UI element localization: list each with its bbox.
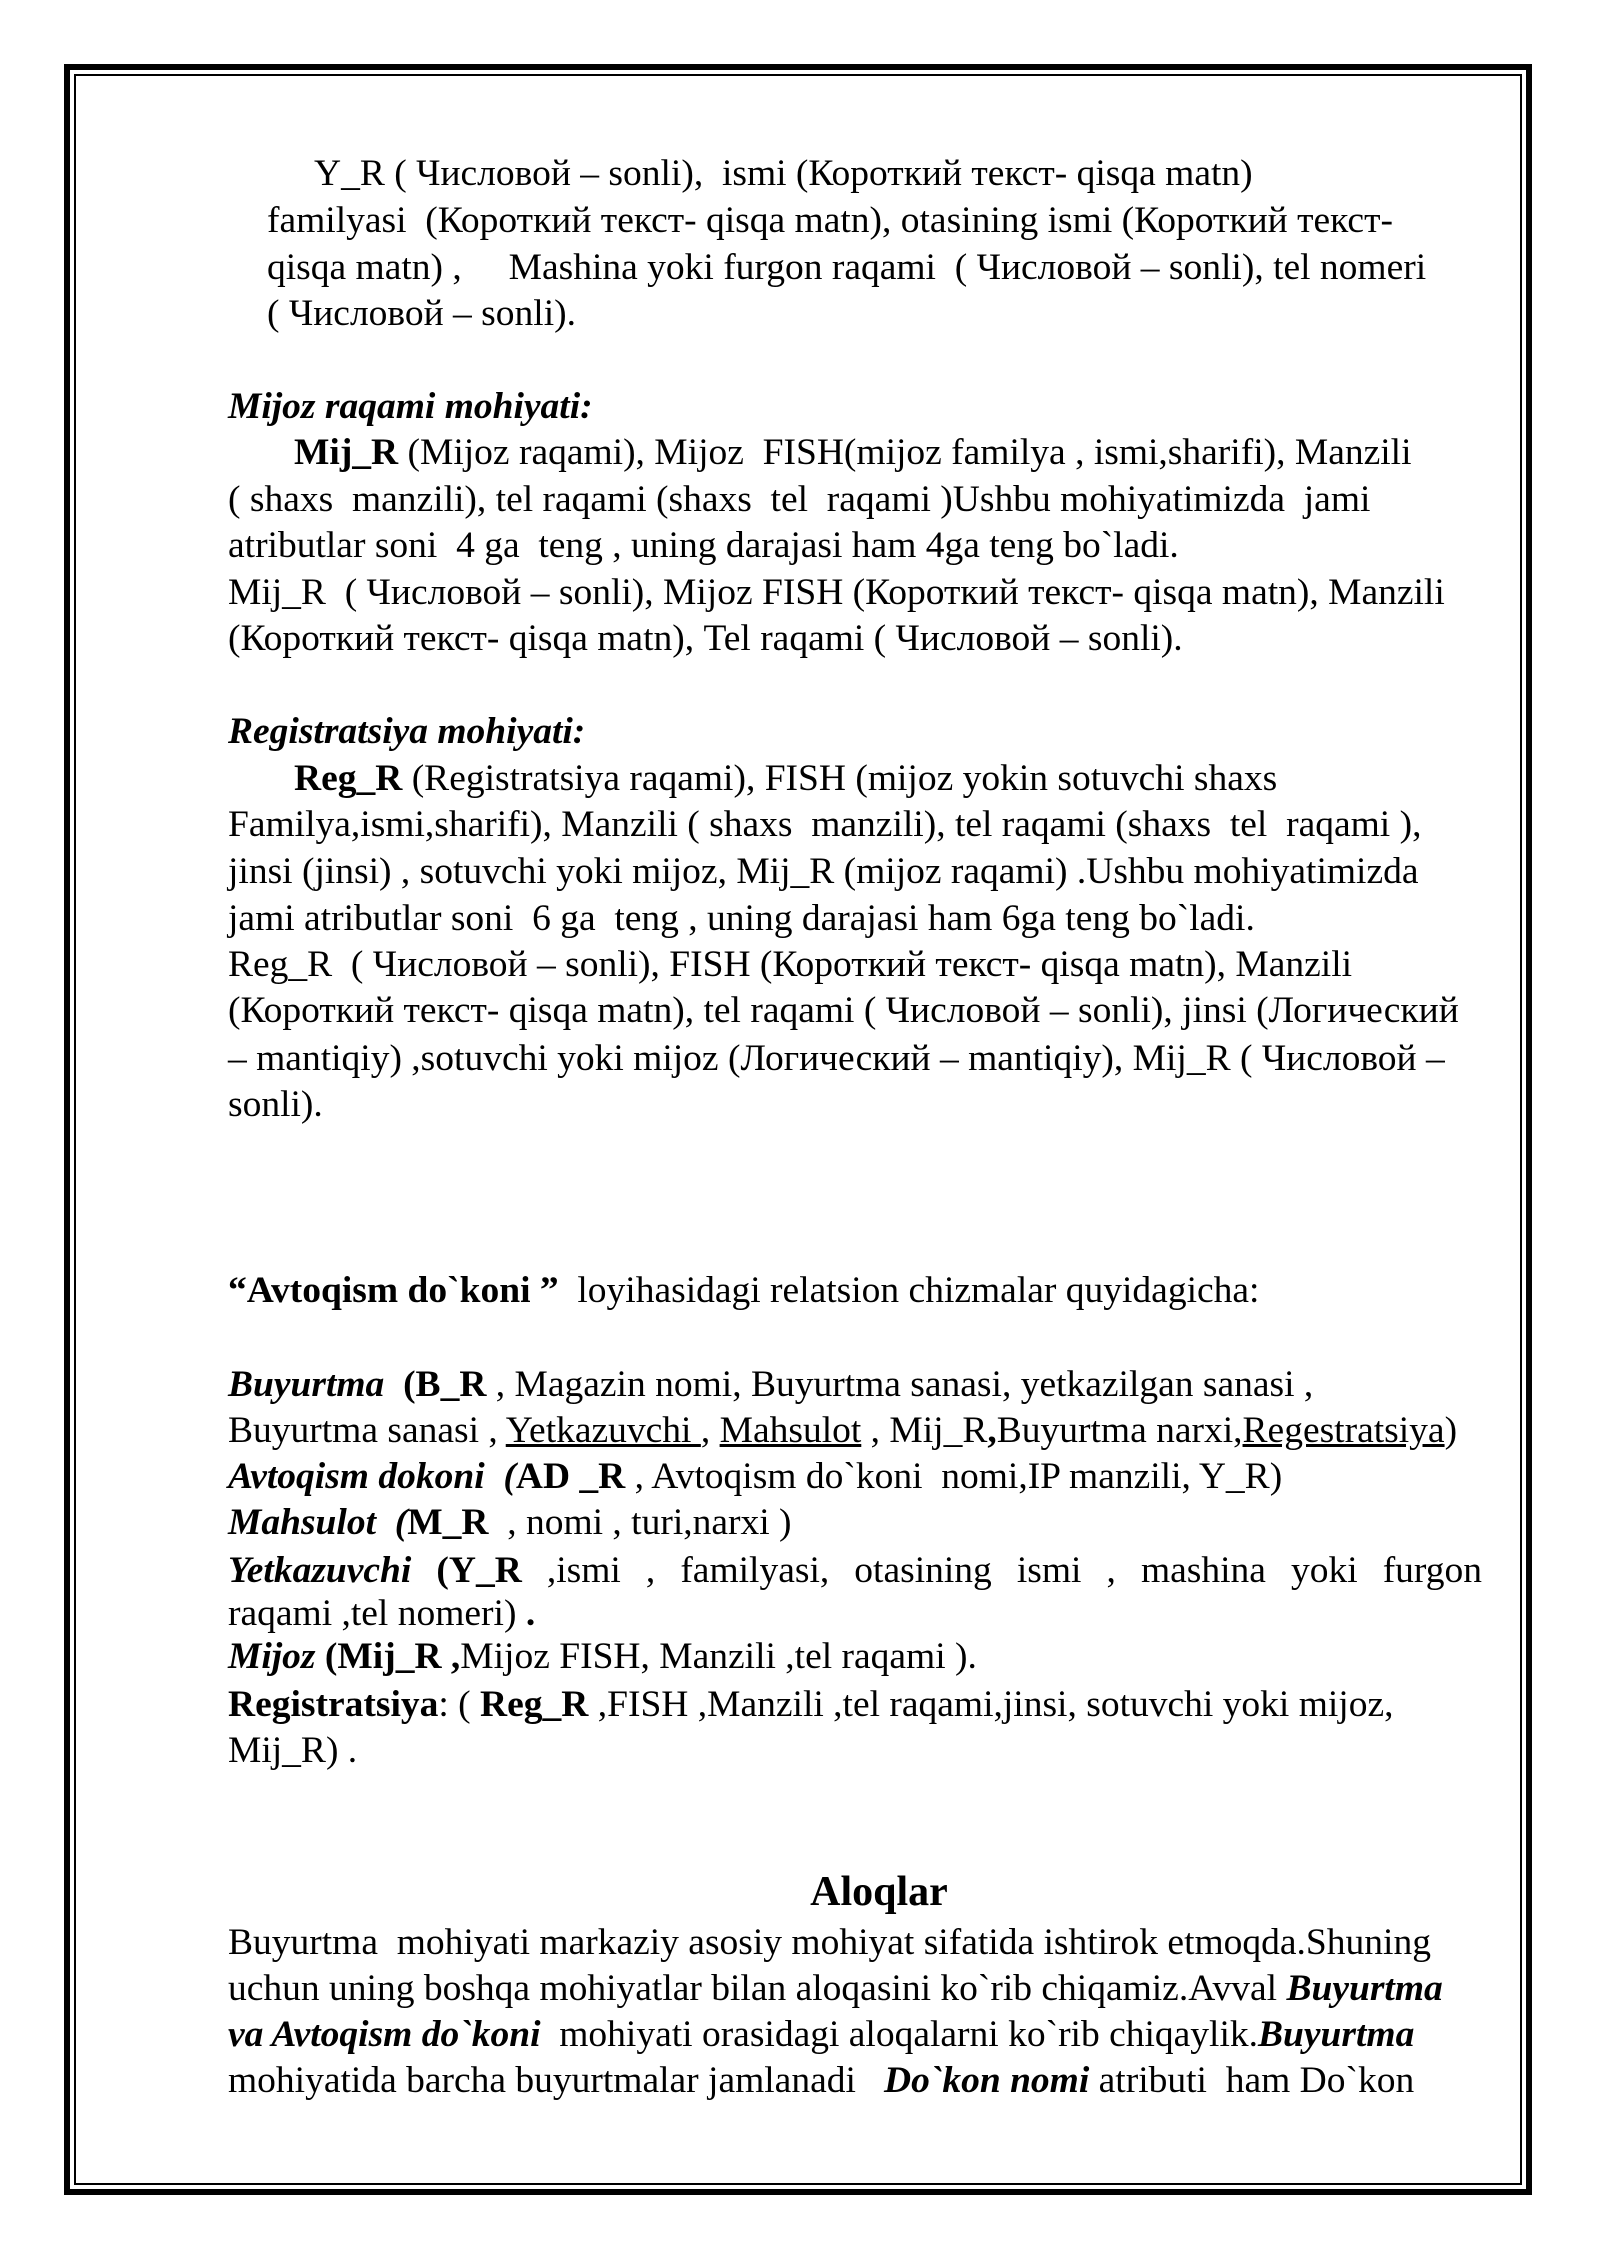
text-segment: Mijoz FISH, Manzili ,tel raqami ). [460, 1636, 977, 1677]
text-segment: , Magazin nomi, Buyurtma sanasi, yetkazilgan sanasi , [486, 1364, 1314, 1405]
registration-schema-line-1 [228, 1682, 1394, 1728]
text-segment: uchun uning boshqa mohiyatlar bilan aloqasini ko`rib chiqamiz.Avval [228, 1968, 1287, 2009]
client-schema [228, 1634, 977, 1680]
supplier-types-line-4: ( Числовой – sonli). [267, 293, 576, 334]
text-segment: ,ismi , familyasi, otasining ismi , mashina yoki furgon [521, 1550, 1482, 1591]
text-segment: , Avtoqism do`koni nomi,IP manzili, Y_R) [625, 1456, 1283, 1497]
entity-name: Avtoqism dokoni ( [228, 1456, 516, 1497]
text-segment: raqami ,tel nomeri) [228, 1593, 517, 1634]
supplier-types-line-3: qisqa matn) , Mashina yoki furgon raqami ( Числовой – sonli), tel nomeri [267, 247, 1427, 288]
emphasis: va Avtoqism do`koni [228, 2014, 541, 2055]
client-entity-line-1 [294, 430, 1411, 476]
supplier-schema-line-1 [228, 1548, 1482, 1594]
registration-entity-line-4: jami atributlar soni 6 ga teng , uning darajasi ham 6ga teng bo`ladi. [228, 898, 1255, 939]
relationships-line-3 [228, 2012, 1414, 2058]
supplier-types-line-2: familyasi (Короткий текст- qisqa matn), otasining ismi (Короткий текст- [267, 200, 1393, 241]
registration-entity-heading: Registratsiya mohiyati: [228, 711, 586, 752]
emphasis: Do`kon nomi [884, 2060, 1090, 2101]
relationships-line-1: Buyurtma mohiyati markaziy asosiy mohiyat sifatida ishtirok etmoqda.Shuning [228, 1922, 1431, 1963]
key-attribute: Reg_R [480, 1684, 589, 1725]
key-attribute: (B_R [384, 1364, 487, 1405]
registration-entity-line-6: (Короткий текст- qisqa matn), tel raqami ( Числовой – sonli), jinsi (Логический [228, 990, 1459, 1031]
text-segment: . [516, 1593, 536, 1634]
entity-name: Mahsulot ( [228, 1502, 408, 1543]
text-segment: , [987, 1410, 997, 1451]
registration-entity-line-7: – mantiqiy) ,sotuvchi yoki mijoz (Логический – mantiqiy), Mij_R ( Числовой – [228, 1038, 1445, 1079]
text-segment: loyihasidagi relatsion chizmalar quyidagicha: [558, 1270, 1260, 1311]
key-attribute: Reg_R [294, 758, 403, 799]
registration-entity-line-5: Reg_R ( Числовой – sonli), FISH (Короткий текст- qisqa matn), Manzili [228, 944, 1353, 985]
emphasis: Buyurtma [1258, 2014, 1415, 2055]
client-entity-line-4: Mij_R ( Числовой – sonli), Mijoz FISH (Короткий текст- qisqa matn), Manzili [228, 572, 1445, 613]
registration-entity-line-8: sonli). [228, 1084, 323, 1125]
order-schema-line-2 [228, 1408, 1457, 1454]
registration-schema-line-2: Mij_R) . [228, 1730, 358, 1771]
entity-name: Yetkazuvchi [228, 1550, 412, 1591]
client-entity-line-2: ( shaxs manzili), tel raqami (shaxs tel raqami )Ushbu mohiyatimizda jami [228, 479, 1371, 520]
entity-name: Registratsiya [228, 1684, 439, 1725]
client-entity-line-5: (Короткий текст- qisqa matn), Tel raqami ( Числовой – sonli). [228, 618, 1183, 659]
supplier-types-line-1: Y_R ( Числовой – sonli), ismi (Короткий текст- qisqa matn) [314, 153, 1253, 194]
text-segment: , [700, 1410, 720, 1451]
foreign-key-registration: Regestratsiya [1242, 1410, 1445, 1451]
foreign-key-product: Mahsulot [719, 1410, 862, 1451]
key-attribute: Mij_R [294, 432, 399, 473]
text-segment: (Registratsiya raqami), FISH (mijoz yokin sotuvchi shaxs [402, 758, 1278, 799]
text-segment: mohiyatida barcha buyurtmalar jamlanadi [228, 2060, 885, 2101]
registration-entity-line-3: jinsi (jinsi) , sotuvchi yoki mijoz, Mij_R (mijoz raqami) .Ushbu mohiyatimizda [228, 851, 1419, 892]
client-entity-line-3: atributlar soni 4 ga teng , uning darajasi ham 4ga teng bo`ladi. [228, 525, 1179, 566]
entity-name: Buyurtma [228, 1364, 385, 1405]
text-segment: ) [1444, 1410, 1458, 1451]
key-attribute: (Y_R [411, 1550, 522, 1591]
client-entity-heading: Mijoz raqami mohiyati: [228, 386, 593, 427]
key-attribute: AD _R [515, 1456, 626, 1497]
emphasis: Buyurtma [1286, 1968, 1443, 2009]
registration-entity-line-2: Familya,ismi,sharifi), Manzili ( shaxs manzili), tel raqami (shaxs tel raqami ), [228, 804, 1422, 845]
text-segment: , Mij_R [861, 1410, 988, 1451]
text-segment: , nomi , turi,narxi ) [488, 1502, 792, 1543]
key-attribute: M_R [407, 1502, 489, 1543]
foreign-key-supplier: Yetkazuvchi [505, 1410, 701, 1451]
text-segment: mohiyati orasidagi aloqalarni ko`rib chiqaylik. [540, 2014, 1259, 2055]
text-segment: atributi ham Do`kon [1089, 2060, 1415, 2101]
text-segment: Buyurtma sanasi , [228, 1410, 506, 1451]
relational-schemas-intro [228, 1268, 1259, 1314]
text-segment: (Mijoz raqami), Mijoz FISH(mijoz familya , ismi,sharifi), Manzili [398, 432, 1412, 473]
product-schema [228, 1500, 792, 1546]
entity-name: Mijoz [228, 1636, 316, 1677]
key-attribute: (Mij_R , [315, 1636, 461, 1677]
shop-schema [228, 1454, 1282, 1500]
text-segment: ,FISH ,Manzili ,tel raqami,jinsi, sotuvchi yoki mijoz, [588, 1684, 1394, 1725]
project-name: “Avtoqism do`koni ” [228, 1270, 559, 1311]
relationships-line-4 [228, 2058, 1414, 2104]
relationships-line-2 [228, 1966, 1443, 2012]
registration-entity-line-1 [294, 756, 1277, 802]
supplier-schema-line-2 [228, 1591, 535, 1637]
text-segment: Buyurtma narxi, [996, 1410, 1243, 1451]
order-schema-line-1 [228, 1362, 1313, 1408]
relationships-heading: Aloqlar [810, 1869, 948, 1915]
text-segment: : ( [438, 1684, 481, 1725]
